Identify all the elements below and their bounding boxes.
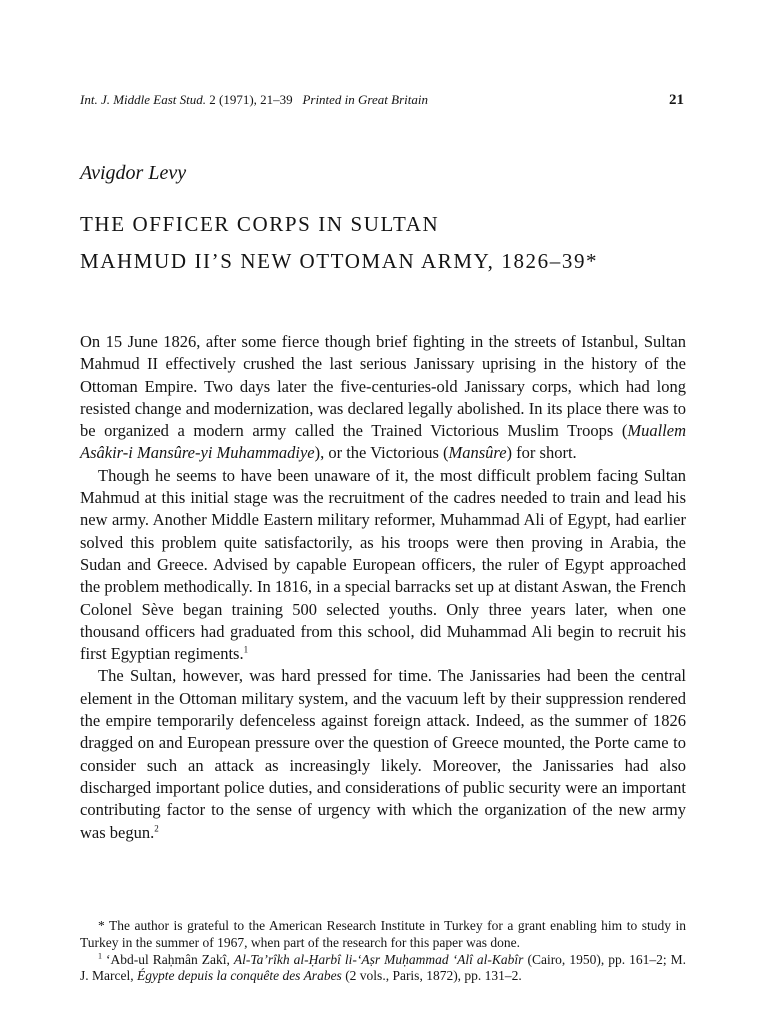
paragraph-1-term-2: Mansûre xyxy=(448,443,507,463)
paragraph-1-text-a: On 15 June 1826, after some fierce though brief fighting in the streets of Istanbul, Sultan Mahmud II effectively crushed the last serious Janissary uprising in the history of the Ottoman Empire. Two days later the five-centuries-old Janissary corps, which had long resisted change and modernization, was declared legally abolished. In its place there was to be organized a modern army called the Trained Victorious Muslim Troops ( xyxy=(80,332,686,441)
paragraph-3 xyxy=(80,665,686,843)
footnote-1-text-a: ‘Abd-ul Raḥmân Zakî, xyxy=(106,951,234,967)
journal-citation: 2 (1971), 21–39 xyxy=(209,92,293,107)
article-body xyxy=(80,331,686,844)
running-header xyxy=(80,92,684,108)
footnote-1-title-1: Al-Ta’rîkh al-Ḥarbî li-‘Aṣr Muḥammad ‘Alî al-Kabîr xyxy=(233,951,524,967)
paragraph-2 xyxy=(80,465,686,666)
footnote-ref-1: 1 xyxy=(243,644,249,655)
footnote-1-text-c: (2 vols., Paris, 1872), pp. 131–2. xyxy=(341,968,522,984)
footnote-1-mark: 1 xyxy=(98,951,102,961)
footnote-star-text: The author is grateful to the American Research Institute in Turkey for a grant enabling him to study in Turkey in the summer of 1967, when part of the research for this paper was done. xyxy=(80,918,686,950)
footnote-star xyxy=(80,918,686,952)
article-author: Avigdor Levy xyxy=(80,162,187,184)
paragraph-1-text-b: ), or the Victorious ( xyxy=(314,443,449,463)
paragraph-3-text: The Sultan, however, was hard pressed for time. The Janissaries had been the central element in the Ottoman military system, and the vacuum left by their suppression rendered the empire temporarily defenceless against foreign attack. Indeed, as the summer of 1826 dragged on and European pressure over the question of Greece mounted, the Porte came to consider such an attack as increasingly likely. Moreover, the Janissaries had also discharged important police duties, and considerations of public security were an important contributing factor to the sense of urgency with which the organization of the new army was begun. xyxy=(80,666,686,842)
article-title-line2: MAHMUD II’S NEW OTTOMAN ARMY, 1826–39* xyxy=(80,249,599,273)
printed-note: Printed in Great Britain xyxy=(302,92,428,107)
page-number: 21 xyxy=(669,92,684,108)
footnote-1-text-b: (Cairo, 1950), pp. 161–2; M. J. Marcel, xyxy=(80,951,686,984)
footnote-star-mark: * xyxy=(98,918,105,933)
footnote-1 xyxy=(80,952,686,986)
journal-name: Int. J. Middle East Stud. xyxy=(80,92,207,107)
paragraph-1 xyxy=(80,331,686,465)
article-title-line1: THE OFFICER CORPS IN SULTAN xyxy=(80,212,440,236)
paragraph-1-text-c: ) for short. xyxy=(506,443,577,463)
footnotes xyxy=(80,918,686,985)
paragraph-1-term-1: Muallem Asâkir-i Mansûre-yi Muhammadiye xyxy=(80,421,686,463)
footnote-1-title-2: Égypte depuis la conquête des Arabes xyxy=(136,968,342,984)
paragraph-2-text: Though he seems to have been unaware of it, the most difficult problem facing Sultan Mahmud at this initial stage was the recruitment of the cadres needed to train and lead his new army. Another Middle Eastern military reformer, Muhammad Ali of Egypt, had earlier solved this problem quite satisfactorily, as his troops were then proving in Arabia, the Sudan and Greece. Advised by capable European officers, the ruler of Egypt approached the problem methodically. In 1816, in a special barracks set up at distant Aswan, the French Colonel Sève began training 500 selected youths. Only three years later, when one thousand officers had graduated from this school, did Muhammad Ali begin to recruit his first Egyptian regiments. xyxy=(80,465,686,664)
footnote-ref-2: 2 xyxy=(154,823,159,834)
